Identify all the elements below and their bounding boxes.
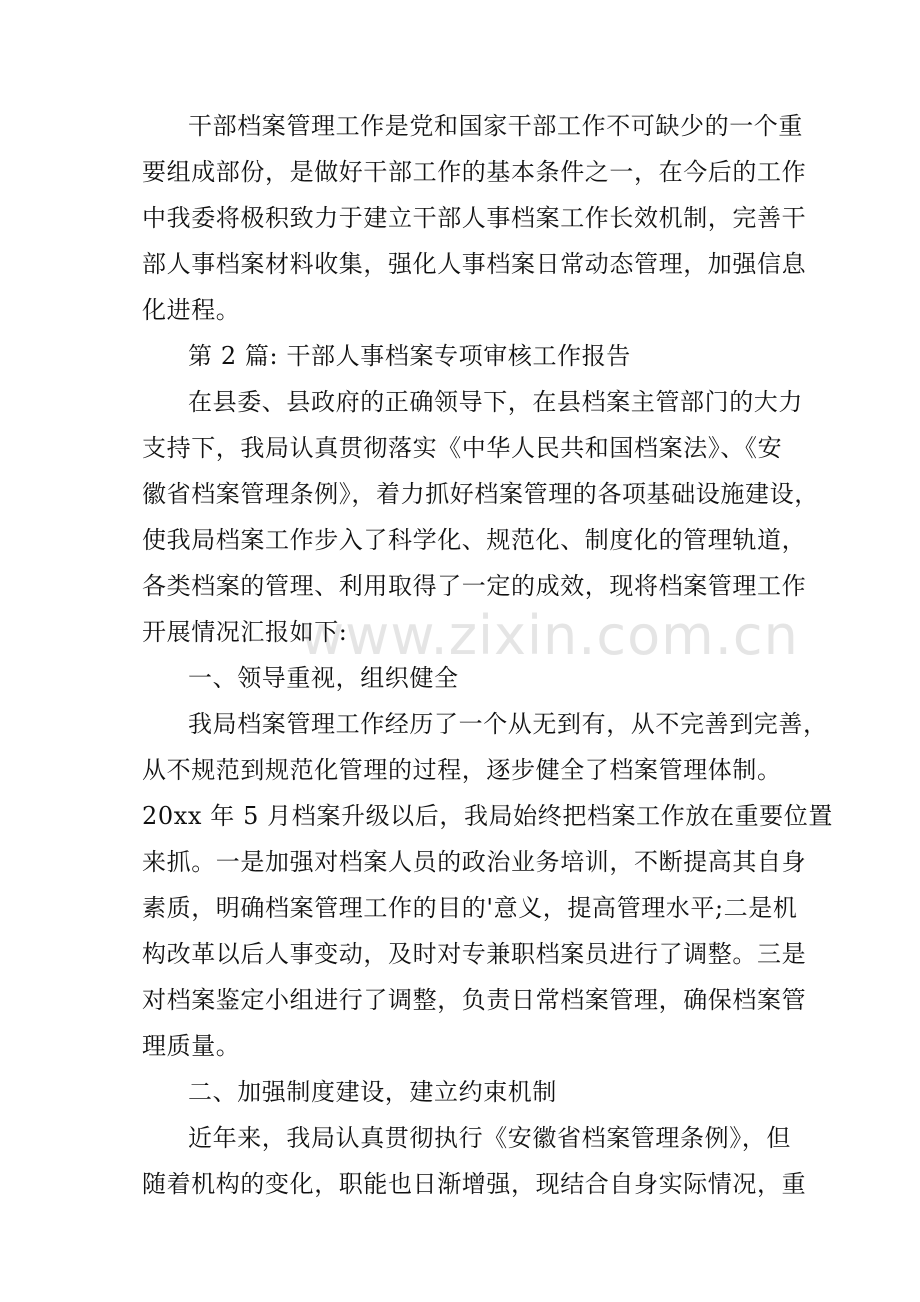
- paragraph-line: 徽省档案管理条例》，着力抓好档案管理的各项基础设施建设，: [142, 480, 819, 508]
- paragraph-line: 随着机构的变化，职能也日渐增强，现结合自身实际情况，重: [142, 1170, 807, 1198]
- paragraph-line: 理质量。: [142, 1032, 241, 1060]
- paragraph-line: 部人事档案材料收集，强化人事档案日常动态管理，加强信息: [142, 250, 807, 278]
- paragraph-line: 中我委将极积致力于建立干部人事档案工作长效机制，完善干: [142, 204, 807, 232]
- paragraph-line: 化进程。: [142, 296, 241, 324]
- paragraph-line: 干部档案管理工作是党和国家干部工作不可缺少的一个重: [188, 112, 803, 140]
- paragraph-line: 开展情况汇报如下:: [142, 618, 348, 646]
- paragraph-line: 支持下，我局认真贯彻落实《中华人民共和国档案法》、《安: [142, 434, 783, 462]
- section-heading: 二、加强制度建设，建立约束机制: [188, 1078, 557, 1106]
- paragraph-line: 我局档案管理工作经历了一个从无到有，从不完善到完善，: [188, 710, 828, 738]
- paragraph-line: 各类档案的管理、利用取得了一定的成效，现将档案管理工作: [142, 572, 807, 600]
- paragraph-line: 在县委、县政府的正确领导下，在县档案主管部门的大力: [188, 388, 803, 416]
- paragraph-line: 使我局档案工作步入了科学化、规范化、制度化的管理轨道，: [142, 526, 807, 554]
- paragraph-line: 来抓。一是加强对档案人员的政治业务培训，不断提高其自身: [142, 848, 807, 876]
- paragraph-line: 要组成部份，是做好干部工作的基本条件之一，在今后的工作: [142, 158, 807, 186]
- paragraph-line: 素质，明确档案管理工作的目的'意义，提高管理水平;二是机: [142, 894, 798, 922]
- paragraph-line: 对档案鉴定小组进行了调整，负责日常档案管理，确保档案管: [142, 986, 807, 1014]
- paragraph-line: 近年来，我局认真贯彻执行《安徽省档案管理条例》，但: [188, 1124, 791, 1152]
- section-heading: 一、领导重视，组织健全: [188, 664, 459, 692]
- paragraph-line: 20xx 年 5 月档案升级以后，我局始终把档案工作放在重要位置: [142, 802, 833, 830]
- section-title: 第 2 篇: 干部人事档案专项审核工作报告: [188, 342, 631, 370]
- watermark: www.zixin.com.cn: [300, 604, 799, 667]
- paragraph-line: 从不规范到规范化管理的过程，逐步健全了档案管理体制。: [142, 756, 782, 784]
- paragraph-line: 构改革以后人事变动，及时对专兼职档案员进行了调整。三是: [142, 940, 807, 968]
